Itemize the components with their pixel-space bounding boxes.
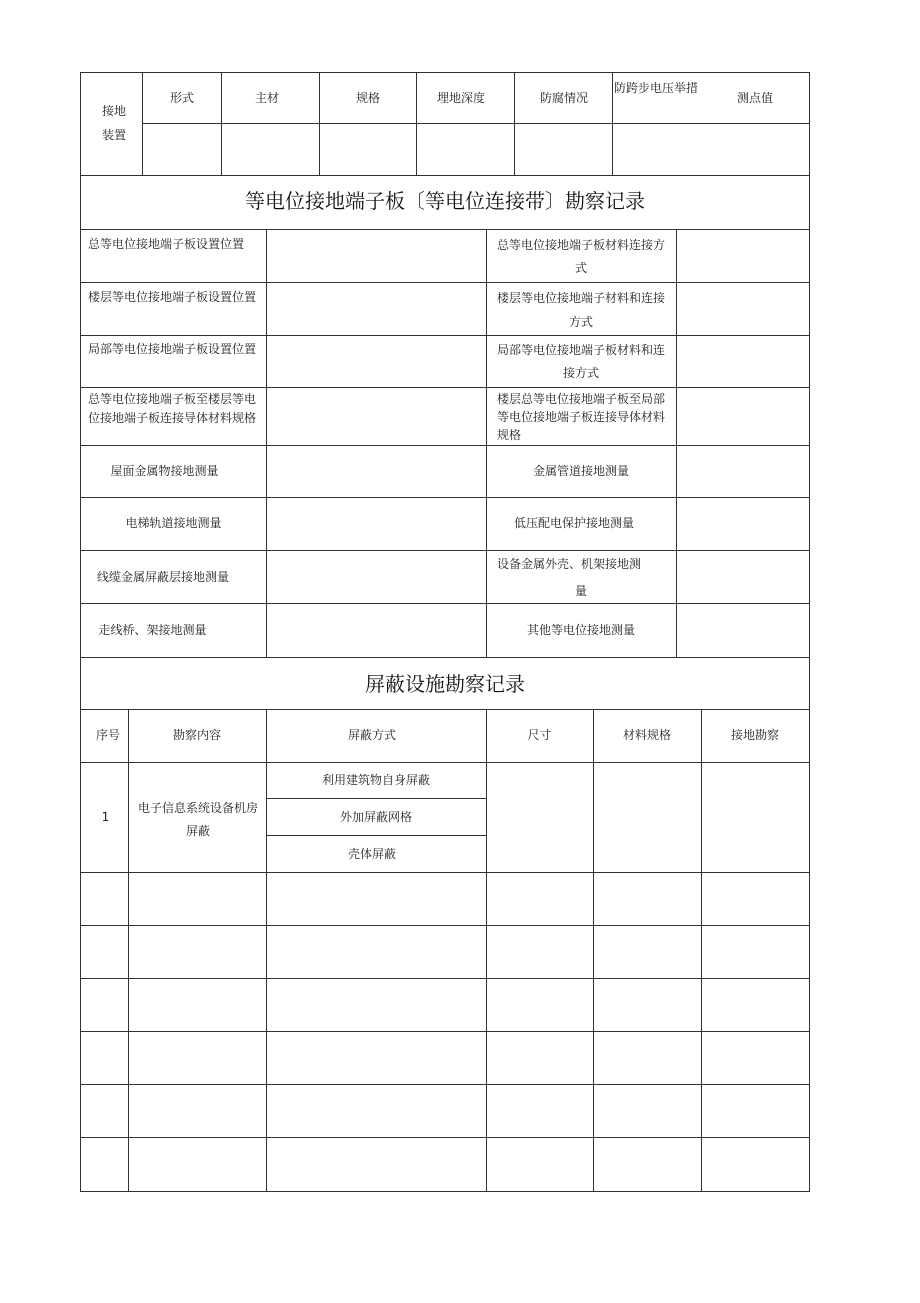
equip-row1-right: 总等电位接地端子板材料连接方 式 [496,238,665,275]
grounding-label-line2: 装置 [102,128,127,142]
equip-row2-right: 楼层等电位接地端子材料和连接 方式 [496,291,665,329]
grounding-label-line1: 接地 [102,104,127,118]
equip-row5-left: 屋面金属物接地测量 [110,464,219,478]
shield-header-no: 序号 [95,728,120,742]
shield-method-building: 利用建筑物自身屏蔽 [321,773,430,787]
grounding-header-depth: 埋地深度 [437,91,486,105]
equip-row4-left: 总等电位接地端子板至楼层等电 位接地端子板连接导体材料规格 [88,392,257,425]
equip-row8-right: 其他等电位接地测量 [526,623,635,637]
grounding-header-measure-value: 测点值 [737,91,774,105]
equip-row6-right: 低压配电保护接地测量 [513,516,634,530]
grounding-header-step-voltage: 防跨步电压举措 [614,81,699,95]
equip-row8-left: 走线桥、架接地测量 [98,623,207,637]
equip-row7-right: 设备金属外壳、机架接地测 量 [497,557,642,598]
shield-header-content: 勘察内容 [172,728,221,742]
equip-row4-right: 楼层总等电位接地端子板至局部 等电位接地端子板连接导体材料 规格 [497,392,666,442]
equip-row5-right: 金属管道接地测量 [532,464,629,478]
equip-row7-left: 线缆金属屏蔽层接地测量 [96,570,229,584]
equip-row1-left: 总等电位接地端子板设置位置 [88,237,245,251]
shield-header-grounding: 接地勘察 [730,728,779,742]
grounding-header-spec: 规格 [356,91,381,105]
equip-row6-left: 电梯轨道接地测量 [125,516,222,530]
shield-header-size: 尺寸 [527,728,552,742]
shield-item-content-line1: 电子信息系统设备机房 [137,801,258,815]
grounding-header-anticorrosion: 防腐情况 [540,91,589,105]
shield-method-enclosure: 壳体屏蔽 [347,847,396,861]
shield-item-no: 1 [101,810,110,824]
shielding-title: 屏蔽设施勘察记录 [365,672,525,696]
equip-row2-left: 楼层等电位接地端子板设置位置 [88,290,257,304]
equip-row3-right: 局部等电位接地端子板材料和连 接方式 [496,343,665,380]
shield-header-method: 屏蔽方式 [347,728,396,742]
equipotential-title: 等电位接地端子板〔等电位连接带〕勘察记录 [245,189,645,213]
shield-header-material: 材料规格 [622,728,671,742]
grounding-header-form: 形式 [170,91,195,105]
grounding-header-material: 主材 [255,91,280,105]
equip-row3-left: 局部等电位接地端子板设置位置 [88,342,257,356]
shield-method-mesh: 外加屏蔽网格 [339,810,412,824]
shield-item-content-line2: 屏蔽 [185,824,210,838]
